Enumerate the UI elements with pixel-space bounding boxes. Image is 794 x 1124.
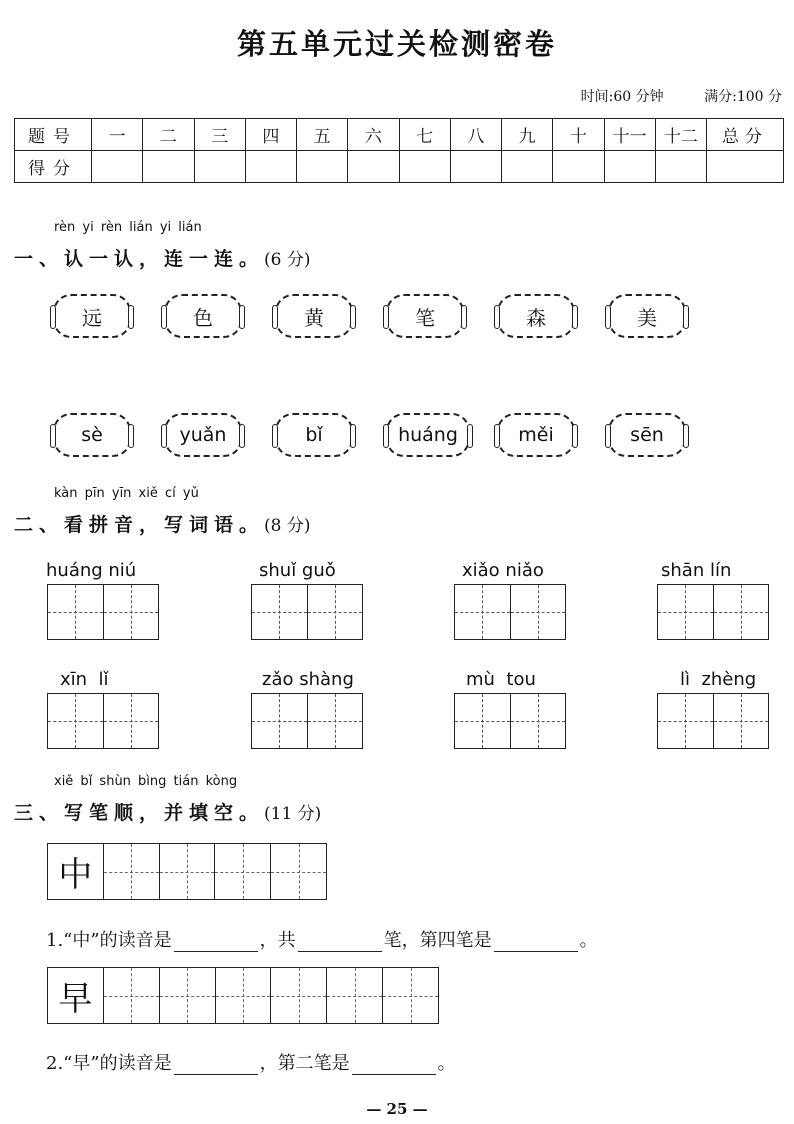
writing-grid[interactable]: [251, 693, 363, 749]
section2-title: 二、看拼音，写词语。: [14, 514, 265, 536]
score-col: 十: [553, 119, 604, 151]
score-cell[interactable]: [450, 151, 501, 183]
section3-pinyin: xiě bǐ shùn bìng tián kòng: [54, 774, 238, 789]
score-col: 二: [143, 119, 194, 151]
answer-blank[interactable]: [352, 1056, 436, 1075]
answer-blank[interactable]: [174, 933, 258, 952]
section2-heading: [14, 510, 311, 537]
writing-grid[interactable]: [454, 584, 566, 640]
q1-text-d: 。: [579, 930, 598, 951]
q1-text-b: ，共: [259, 930, 296, 951]
section1-pinyin: rèn yi rèn lián yi lián: [54, 220, 202, 235]
score-col: 十一: [604, 119, 655, 151]
word-pinyin: zǎo shàng: [262, 669, 354, 690]
writing-grid[interactable]: [251, 584, 363, 640]
page-title: 第五单元过关检测密卷: [236, 27, 557, 61]
char-card[interactable]: 森: [497, 294, 575, 338]
section2-pinyin: kàn pīn yīn xiě cí yǔ: [54, 486, 199, 501]
score-cell[interactable]: [655, 151, 706, 183]
writing-grid[interactable]: [454, 693, 566, 749]
char-card[interactable]: 色: [164, 294, 242, 338]
model-char: 早: [58, 979, 93, 1019]
page-number: — 25 —: [366, 1100, 428, 1118]
word-pinyin: huáng niú: [46, 560, 137, 581]
answer-blank[interactable]: [494, 933, 578, 952]
q2-text-c: 。: [437, 1053, 456, 1074]
char-card[interactable]: 远: [53, 294, 131, 338]
char-card[interactable]: 美: [608, 294, 686, 338]
score-cell[interactable]: [297, 151, 348, 183]
section3-heading: [14, 798, 321, 825]
section1-title: 一、认一认，连一连。: [14, 248, 265, 270]
section1-heading: [14, 244, 311, 271]
score-table: [14, 118, 784, 183]
section3-title: 三、写笔顺，并填空。: [14, 802, 265, 824]
time-limit: 时间:60 分钟: [580, 89, 664, 105]
score-col: 八: [450, 119, 501, 151]
score-col: 十二: [655, 119, 706, 151]
writing-grid[interactable]: [657, 584, 769, 640]
score-col: 四: [245, 119, 296, 151]
pinyin-card[interactable]: měi: [497, 413, 575, 457]
section2-points: (8 分): [264, 516, 311, 536]
word-pinyin: mù tou: [466, 669, 536, 690]
total-label: 总分: [707, 119, 784, 151]
q2-text-a: 2.“早”的读音是: [46, 1053, 172, 1074]
question-1: [46, 926, 598, 952]
word-pinyin: lì zhèng: [680, 669, 757, 690]
score-col: 六: [348, 119, 399, 151]
writing-grid[interactable]: [657, 693, 769, 749]
score-cell[interactable]: [245, 151, 296, 183]
word-pinyin: xiǎo niǎo: [462, 560, 544, 581]
pinyin-card[interactable]: sè: [53, 413, 131, 457]
score-col: 五: [297, 119, 348, 151]
score-col: 三: [194, 119, 245, 151]
section1-points: (6 分): [264, 250, 311, 270]
q1-text-c: 笔，第四笔是: [383, 930, 492, 951]
answer-blank[interactable]: [298, 933, 382, 952]
score-table-header-row: [15, 119, 784, 151]
score-label: 得分: [15, 151, 92, 183]
total-score-cell[interactable]: [707, 151, 784, 183]
score-cell[interactable]: [143, 151, 194, 183]
score-table-score-row: [15, 151, 784, 183]
pinyin-card[interactable]: bǐ: [275, 413, 353, 457]
word-pinyin: shān lín: [661, 560, 732, 581]
score-col: 九: [502, 119, 553, 151]
answer-blank[interactable]: [174, 1056, 258, 1075]
score-col: 七: [399, 119, 450, 151]
writing-grid[interactable]: [47, 693, 159, 749]
pinyin-card[interactable]: yuǎn: [164, 413, 242, 457]
char-card[interactable]: 黄: [275, 294, 353, 338]
exam-meta: [545, 86, 782, 106]
score-col: 一: [92, 119, 143, 151]
score-cell[interactable]: [604, 151, 655, 183]
writing-grid[interactable]: [47, 584, 159, 640]
word-pinyin: xīn lǐ: [60, 669, 109, 690]
question-2: [46, 1049, 456, 1075]
score-cell[interactable]: [553, 151, 604, 183]
score-cell[interactable]: [399, 151, 450, 183]
q2-text-b: ，第二笔是: [259, 1053, 350, 1074]
score-cell[interactable]: [194, 151, 245, 183]
char-card[interactable]: 笔: [386, 294, 464, 338]
section3-points: (11 分): [264, 804, 322, 824]
word-pinyin: shuǐ guǒ: [259, 560, 336, 581]
model-char: 中: [58, 855, 93, 895]
stroke-order-grid-1[interactable]: [47, 843, 327, 900]
full-marks: 满分:100 分: [704, 89, 782, 105]
pinyin-card[interactable]: huáng: [386, 413, 470, 457]
score-cell[interactable]: [92, 151, 143, 183]
score-cell[interactable]: [348, 151, 399, 183]
stroke-order-grid-2[interactable]: [47, 967, 439, 1024]
score-cell[interactable]: [502, 151, 553, 183]
pinyin-card[interactable]: sēn: [608, 413, 686, 457]
question-number-label: 题号: [15, 119, 92, 151]
q1-text-a: 1.“中”的读音是: [46, 930, 172, 951]
